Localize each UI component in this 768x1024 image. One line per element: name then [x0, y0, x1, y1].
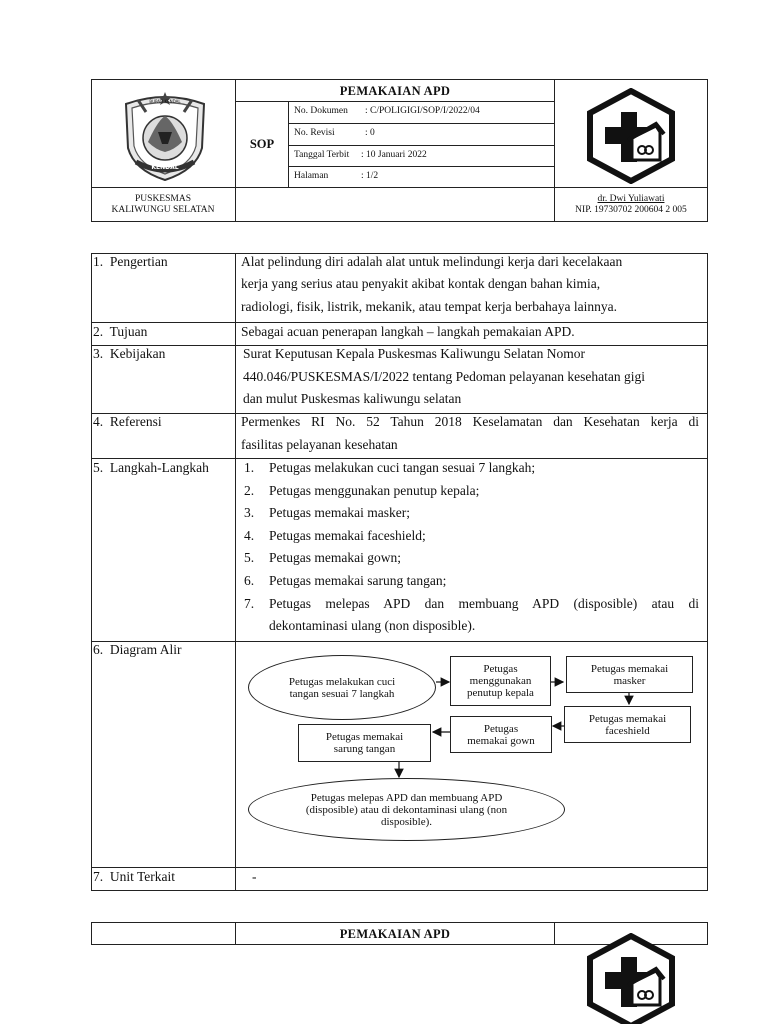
step-number: 6.: [244, 573, 255, 588]
header-divider: [288, 101, 289, 187]
meta-label-no-revisi: No. Revisi: [294, 128, 335, 138]
meta-label-halaman: Halaman: [294, 171, 329, 181]
step-text: Petugas menggunakan penutup kepala;: [269, 483, 480, 498]
section-label-pengertian: 1. Pengertian: [93, 254, 168, 269]
step-text: Petugas memakai masker;: [269, 505, 410, 520]
referensi-line: fasilitas pelayanan kesehatan: [241, 437, 398, 452]
step-number: 2.: [244, 483, 255, 498]
section-label-referensi: 4. Referensi: [93, 414, 162, 429]
pengertian-line: kerja yang serius atau penyakit akibat kontak dengan bahan kimia,: [241, 276, 601, 291]
document-title: PEMAKAIAN APD: [339, 84, 451, 98]
flow-node-cuci-tangan: Petugas melakukan cuci tangan sesuai 7 langkah: [248, 655, 436, 720]
page2-document-title: PEMAKAIAN APD: [339, 927, 451, 941]
row-divider: [91, 867, 708, 868]
puskesmas-logo: [586, 88, 676, 184]
sop-label: SOP: [249, 137, 275, 151]
meta-value-no-revisi: : 0: [365, 128, 375, 138]
step-number: 4.: [244, 528, 255, 543]
kebijakan-line: dan mulut Puskesmas kaliwungu selatan: [243, 391, 462, 406]
meta-value-no-dokumen: : C/POLIGIGI/SOP/I/2022/04: [365, 106, 480, 116]
section-label-kebijakan: 3. Kebijakan: [93, 346, 166, 361]
flow-node-sarung-tangan: Petugas memakai sarung tangan: [298, 724, 431, 762]
header-divider: [288, 123, 554, 124]
step-text-continued: dekontaminasi ulang (non disposible).: [269, 618, 476, 633]
section-label-unit: 7. Unit Terkait: [93, 869, 176, 884]
meta-value-tanggal-terbit: : 10 Januari 2022: [361, 150, 427, 160]
step-text: Petugas melakukan cuci tangan sesuai 7 langkah;: [269, 460, 536, 475]
referensi-line: Permenkes RI No. 52 Tahun 2018 Keselamatan dan Kesehatan kerja di: [241, 414, 699, 429]
step-text: Petugas memakai gown;: [269, 550, 401, 565]
meta-label-tanggal-terbit: Tanggal Terbit: [294, 150, 350, 160]
flow-node-gown: Petugas memakai gown: [450, 716, 552, 753]
meta-value-halaman: : 1/2: [361, 171, 379, 181]
pengertian-line: radiologi, fisik, listrik, mekanik, atau tempat kerja berbahaya lainnya.: [241, 299, 618, 314]
step-number: 5.: [244, 550, 255, 565]
page2-header-divider: [554, 922, 555, 945]
pengertian-line: Alat pelindung diri adalah alat untuk melindungi kerja dari kecelakaan: [241, 254, 623, 269]
flow-node-melepas-apd: Petugas melepas APD dan membuang APD (disposible) atau di dekontaminasi ulang (non disposible).: [248, 778, 565, 841]
header-divider: [288, 166, 554, 167]
section-label-langkah: 5. Langkah-Langkah: [93, 460, 209, 475]
emblem-text-bottom: KENDAL: [151, 164, 179, 171]
step-number: 3.: [244, 505, 255, 520]
signer-nip: NIP. 19730702 200604 2 005: [575, 205, 687, 215]
kebijakan-line: Surat Keputusan Kepala Puskesmas Kaliwungu Selatan Nomor: [243, 346, 585, 361]
section-label-tujuan: 2. Tujuan: [93, 324, 148, 339]
flow-node-masker: Petugas memakai masker: [566, 656, 693, 693]
meta-label-no-dokumen: No. Dokumen: [294, 106, 348, 116]
step-number: 1.: [244, 460, 255, 475]
header-divider: [288, 145, 554, 146]
section-label-diagram: 6. Diagram Alir: [93, 642, 182, 657]
flow-node-penutup-kepala: Petugas menggunakan penutup kepala: [450, 656, 551, 706]
flow-node-faceshield: Petugas memakai faceshield: [564, 706, 691, 743]
header-divider: [91, 187, 708, 188]
tujuan-text: Sebagai acuan penerapan langkah – langkah pemakaian APD.: [241, 324, 575, 339]
emblem-text-top: BUPATI KENDAL: [149, 99, 181, 104]
kendal-emblem: [118, 86, 212, 184]
header-divider: [235, 101, 554, 102]
step-text: Petugas memakai sarung tangan;: [269, 573, 447, 588]
page2-puskesmas-logo: [586, 933, 676, 1024]
unit-terkait-value: -: [252, 869, 257, 884]
signer-name: dr. Dwi Yuliawati: [597, 194, 665, 204]
step-text: Petugas melepas APD dan membuang APD (disposible) atau di: [269, 596, 699, 611]
step-text: Petugas memakai faceshield;: [269, 528, 426, 543]
step-number: 7.: [244, 596, 255, 611]
institution-line1: PUSKESMAS: [135, 194, 191, 204]
institution-line2: KALIWUNGU SELATAN: [111, 205, 215, 215]
kebijakan-line: 440.046/PUSKESMAS/I/2022 tentang Pedoman pelayanan kesehatan gigi: [243, 369, 645, 384]
